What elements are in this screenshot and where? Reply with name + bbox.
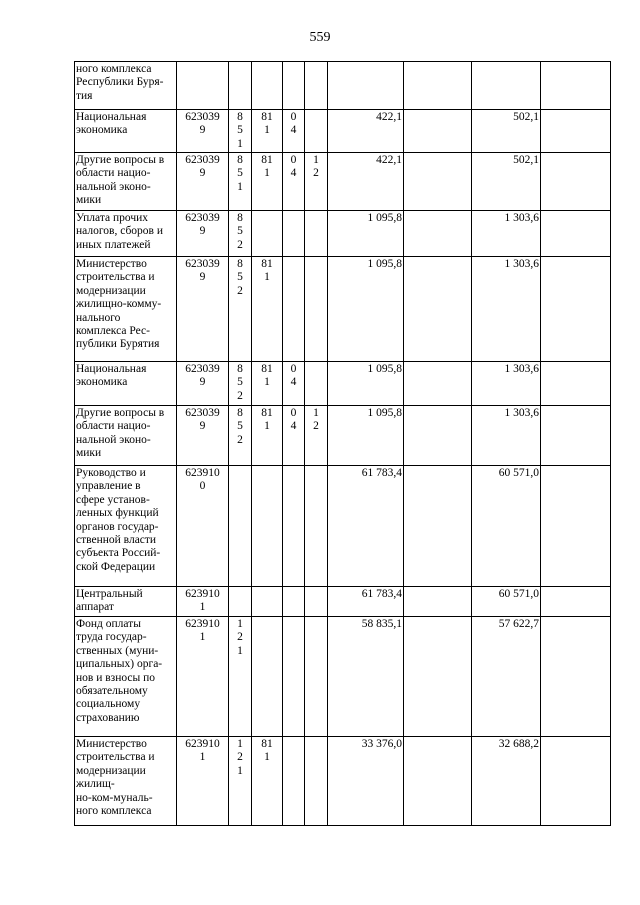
target-article-code-cell	[177, 617, 229, 737]
subsection-code-cell	[305, 587, 328, 617]
expense-type-code-cell-text: 8 5 1	[237, 154, 243, 193]
item-name-cell	[75, 466, 177, 587]
amount-cell-year1	[328, 466, 404, 587]
item-name-cell	[75, 737, 177, 826]
item-name-cell	[75, 362, 177, 406]
amount-cell-year1	[328, 362, 404, 406]
section-code-cell	[283, 257, 305, 362]
expense-type-code-cell-text: 8 5 2	[237, 407, 243, 446]
empty-cell	[404, 153, 472, 211]
amount-cell-year2-text: 32 688,2	[498, 738, 539, 750]
subsection-code-cell	[305, 153, 328, 211]
amount-cell-year1-text: 1 095,8	[367, 363, 402, 375]
subsection-code-cell	[305, 211, 328, 257]
table-row	[75, 466, 611, 587]
amount-cell-year1-text: 61 783,4	[361, 467, 402, 479]
amount-cell-year2	[472, 153, 541, 211]
expense-type-code-cell-text: 8 5 2	[237, 363, 243, 402]
amount-cell-year2-text: 60 571,0	[498, 588, 539, 600]
section-code-cell-text: 0 4	[290, 111, 297, 137]
amount-cell-year1-text: 1 095,8	[367, 407, 402, 419]
section-code-cell-text: 0 4	[290, 407, 297, 433]
administrator-code-cell-text: 81 1	[261, 407, 273, 433]
expense-type-code-cell	[229, 617, 252, 737]
table-row	[75, 617, 611, 737]
expense-type-code-cell	[229, 466, 252, 587]
administrator-code-cell	[252, 211, 283, 257]
administrator-code-cell	[252, 406, 283, 466]
expense-type-code-cell	[229, 362, 252, 406]
target-article-code-cell-text: 623039 9	[185, 258, 220, 284]
subsection-code-cell	[305, 362, 328, 406]
empty-cell	[404, 257, 472, 362]
administrator-code-cell-text: 81 1	[261, 258, 273, 284]
empty-cell	[541, 466, 611, 587]
expense-type-code-cell-text: 8 5 1	[237, 111, 243, 150]
amount-cell-year2	[472, 587, 541, 617]
amount-cell-year1	[328, 62, 404, 110]
amount-cell-year2	[472, 466, 541, 587]
empty-cell	[541, 737, 611, 826]
amount-cell-year1	[328, 617, 404, 737]
administrator-code-cell	[252, 617, 283, 737]
target-article-code-cell	[177, 466, 229, 587]
empty-cell	[541, 110, 611, 153]
amount-cell-year1	[328, 406, 404, 466]
table-row	[75, 211, 611, 257]
amount-cell-year1	[328, 257, 404, 362]
administrator-code-cell	[252, 257, 283, 362]
administrator-code-cell	[252, 62, 283, 110]
expense-type-code-cell-text: 1 2 1	[237, 738, 243, 777]
empty-cell	[404, 617, 472, 737]
section-code-cell	[283, 737, 305, 826]
expense-type-code-cell	[229, 110, 252, 153]
table-row	[75, 587, 611, 617]
target-article-code-cell-text: 623910 0	[185, 467, 220, 493]
target-article-code-cell	[177, 62, 229, 110]
section-code-cell	[283, 406, 305, 466]
subsection-code-cell	[305, 466, 328, 587]
page-number: 559	[309, 30, 331, 45]
item-name-cell-text: Руководство и управление в сфере установ- ленных функций органов государ- ственной власти субъекта Россий- ской Федерации	[76, 467, 161, 573]
table-row	[75, 257, 611, 362]
item-name-cell-text: Другие вопросы в области нацио- нальной эконо- мики	[76, 154, 165, 207]
expense-type-code-cell-text: 8 5 2	[237, 258, 243, 297]
table-row	[75, 110, 611, 153]
amount-cell-year1-text: 61 783,4	[361, 588, 402, 600]
item-name-cell	[75, 110, 177, 153]
amount-cell-year1	[328, 211, 404, 257]
target-article-code-cell	[177, 362, 229, 406]
item-name-cell-text: Министерство строительства и модернизации жилищно-комму- нального комплекса Рес- публики Бурятия	[76, 258, 162, 351]
item-name-cell	[75, 211, 177, 257]
expense-type-code-cell	[229, 153, 252, 211]
item-name-cell	[75, 617, 177, 737]
table-row	[75, 737, 611, 826]
target-article-code-cell-text: 623039 9	[185, 407, 220, 433]
amount-cell-year1-text: 1 095,8	[367, 212, 402, 224]
expense-type-code-cell-text: 8 5 2	[237, 212, 243, 251]
amount-cell-year2-text: 1 303,6	[504, 258, 539, 270]
empty-cell	[404, 362, 472, 406]
section-code-cell	[283, 466, 305, 587]
target-article-code-cell	[177, 406, 229, 466]
target-article-code-cell	[177, 737, 229, 826]
amount-cell-year2	[472, 737, 541, 826]
empty-cell	[541, 587, 611, 617]
target-article-code-cell-text: 623910 1	[185, 738, 220, 764]
target-article-code-cell-text: 623039 9	[185, 154, 220, 180]
administrator-code-cell	[252, 153, 283, 211]
empty-cell	[541, 362, 611, 406]
amount-cell-year1-text: 422,1	[376, 154, 402, 166]
subsection-code-cell	[305, 617, 328, 737]
target-article-code-cell-text: 623910 1	[185, 588, 220, 614]
target-article-code-cell-text: 623039 9	[185, 363, 220, 389]
amount-cell-year2-text: 57 622,7	[498, 618, 539, 630]
amount-cell-year1-text: 422,1	[376, 111, 402, 123]
table-row	[75, 362, 611, 406]
amount-cell-year1	[328, 587, 404, 617]
expense-type-code-cell-text: 1 2 1	[237, 618, 243, 657]
amount-cell-year1	[328, 737, 404, 826]
subsection-code-cell	[305, 737, 328, 826]
amount-cell-year1	[328, 110, 404, 153]
amount-cell-year2-text: 1 303,6	[504, 363, 539, 375]
expense-type-code-cell	[229, 211, 252, 257]
target-article-code-cell	[177, 110, 229, 153]
expense-type-code-cell	[229, 587, 252, 617]
item-name-cell	[75, 257, 177, 362]
expense-type-code-cell	[229, 406, 252, 466]
item-name-cell-text: Национальная экономика	[76, 111, 147, 137]
item-name-cell	[75, 62, 177, 110]
target-article-code-cell-text: 623039 9	[185, 111, 220, 137]
target-article-code-cell	[177, 153, 229, 211]
empty-cell	[404, 466, 472, 587]
item-name-cell-text: Министерство строительства и модернизации жилищ- но-ком-муналь- ного комплекса	[76, 738, 155, 818]
table-row	[75, 62, 611, 110]
amount-cell-year2	[472, 617, 541, 737]
item-name-cell-text: Центральный аппарат	[76, 588, 143, 614]
target-article-code-cell	[177, 211, 229, 257]
item-name-cell	[75, 153, 177, 211]
section-code-cell	[283, 110, 305, 153]
amount-cell-year2	[472, 362, 541, 406]
administrator-code-cell	[252, 466, 283, 587]
empty-cell	[404, 110, 472, 153]
empty-cell	[404, 406, 472, 466]
section-code-cell	[283, 587, 305, 617]
section-code-cell	[283, 617, 305, 737]
amount-cell-year1	[328, 153, 404, 211]
section-code-cell	[283, 153, 305, 211]
empty-cell	[541, 406, 611, 466]
amount-cell-year2	[472, 257, 541, 362]
target-article-code-cell	[177, 257, 229, 362]
item-name-cell-text: Фонд оплаты труда государ- ственных (муни- ципальных) орга- нов и взносы по обязательному социальному страхованию	[76, 618, 163, 724]
item-name-cell-text: Национальная экономика	[76, 363, 147, 389]
table-row	[75, 406, 611, 466]
amount-cell-year2	[472, 211, 541, 257]
subsection-code-cell-text: 1 2	[313, 154, 319, 180]
amount-cell-year2	[472, 406, 541, 466]
empty-cell	[541, 211, 611, 257]
section-code-cell-text: 0 4	[290, 363, 297, 389]
amount-cell-year2-text: 502,1	[513, 154, 539, 166]
empty-cell	[404, 62, 472, 110]
empty-cell	[404, 587, 472, 617]
administrator-code-cell-text: 81 1	[261, 738, 273, 764]
expense-type-code-cell	[229, 737, 252, 826]
amount-cell-year2-text: 1 303,6	[504, 212, 539, 224]
empty-cell	[541, 617, 611, 737]
administrator-code-cell	[252, 587, 283, 617]
administrator-code-cell-text: 81 1	[261, 154, 273, 180]
budget-table	[74, 61, 611, 826]
target-article-code-cell	[177, 587, 229, 617]
administrator-code-cell	[252, 737, 283, 826]
subsection-code-cell	[305, 257, 328, 362]
administrator-code-cell	[252, 110, 283, 153]
empty-cell	[541, 257, 611, 362]
subsection-code-cell	[305, 406, 328, 466]
subsection-code-cell-text: 1 2	[313, 407, 319, 433]
empty-cell	[404, 737, 472, 826]
amount-cell-year2-text: 1 303,6	[504, 407, 539, 419]
amount-cell-year1-text: 58 835,1	[361, 618, 402, 630]
section-code-cell	[283, 211, 305, 257]
expense-type-code-cell	[229, 257, 252, 362]
amount-cell-year1-text: 1 095,8	[367, 258, 402, 270]
section-code-cell	[283, 62, 305, 110]
empty-cell	[541, 62, 611, 110]
item-name-cell-text: Уплата прочих налогов, сборов и иных платежей	[76, 212, 164, 251]
section-code-cell	[283, 362, 305, 406]
administrator-code-cell-text: 81 1	[261, 111, 273, 137]
empty-cell	[541, 153, 611, 211]
expense-type-code-cell	[229, 62, 252, 110]
target-article-code-cell-text: 623910 1	[185, 618, 220, 644]
amount-cell-year2-text: 60 571,0	[498, 467, 539, 479]
empty-cell	[404, 211, 472, 257]
section-code-cell-text: 0 4	[290, 154, 297, 180]
table-row	[75, 153, 611, 211]
amount-cell-year2-text: 502,1	[513, 111, 539, 123]
amount-cell-year2	[472, 62, 541, 110]
subsection-code-cell	[305, 110, 328, 153]
item-name-cell	[75, 406, 177, 466]
item-name-cell-text: Другие вопросы в области нацио- нальной эконо- мики	[76, 407, 165, 460]
item-name-cell	[75, 587, 177, 617]
table-body	[75, 62, 611, 826]
subsection-code-cell	[305, 62, 328, 110]
administrator-code-cell	[252, 362, 283, 406]
target-article-code-cell-text: 623039 9	[185, 212, 220, 238]
administrator-code-cell-text: 81 1	[261, 363, 273, 389]
amount-cell-year1-text: 33 376,0	[361, 738, 402, 750]
item-name-cell-text: ного комплекса Республики Буря- тия	[76, 63, 164, 102]
amount-cell-year2	[472, 110, 541, 153]
